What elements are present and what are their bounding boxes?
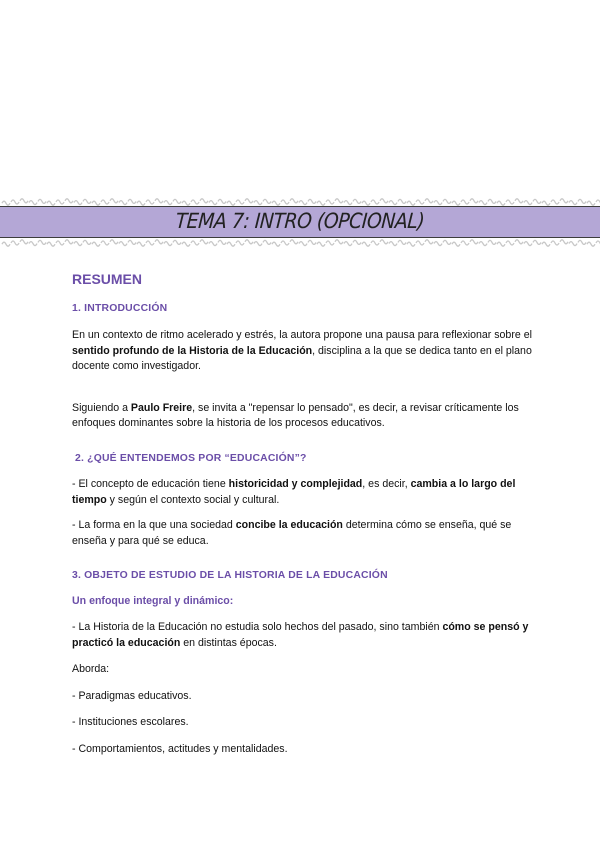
education-bullet-2 (72, 518, 532, 549)
text-run: , es decir, (362, 478, 411, 490)
list-item: - Comportamientos, actitudes y mentalidades. (72, 742, 288, 755)
scribble-mark (137, 201, 145, 205)
scribble-mark (74, 242, 82, 246)
scribble-mark (173, 240, 181, 244)
scribble-mark (272, 242, 280, 246)
text-run: en distintas épocas. (180, 636, 277, 649)
scribble-mark (326, 200, 334, 204)
scribble-mark (362, 242, 370, 246)
scribble-mark (497, 242, 505, 246)
intro-paragraph-1 (72, 328, 532, 375)
scribble-mark (227, 242, 235, 246)
scribble-mark (92, 201, 100, 205)
scribble-mark (137, 242, 145, 246)
scribble-mark (200, 240, 208, 244)
scribble-mark (335, 199, 343, 203)
scribble-mark (335, 240, 343, 244)
scribble-mark (254, 201, 262, 205)
scribble-mark (173, 199, 181, 203)
scribble-mark (191, 200, 199, 204)
scribble-mark (92, 242, 100, 246)
scribble-mark (398, 240, 406, 244)
scribble-mark (47, 242, 55, 246)
bold-text-run: concibe la educación (235, 519, 343, 531)
scribble-mark (587, 242, 595, 246)
list-item: - Paradigmas educativos. (72, 689, 192, 702)
scribble-mark (200, 199, 208, 203)
scribble-mark (425, 240, 433, 244)
scribble-mark (326, 241, 334, 245)
scribble-mark (83, 199, 91, 203)
scribble-mark (272, 201, 280, 205)
scribble-mark (308, 199, 316, 203)
scribble-mark (290, 240, 298, 244)
scribble-mark (461, 241, 469, 245)
scribble-mark (128, 240, 136, 244)
scribble-mark (434, 242, 442, 246)
scribble-mark (65, 199, 73, 203)
scribble-mark (308, 240, 316, 244)
scribble-mark (20, 199, 28, 203)
scribble-mark (101, 200, 109, 204)
scribble-mark (146, 241, 154, 245)
section-heading-intro: 1. INTRODUCCIÓN (72, 302, 168, 314)
object-paragraph (72, 620, 532, 651)
scribble-mark (596, 200, 600, 204)
text-run: - La forma en la que una sociedad (72, 519, 236, 531)
scribble-mark (533, 199, 541, 203)
scribble-mark (470, 240, 478, 244)
scribble-mark (524, 201, 532, 205)
scribble-mark (416, 241, 424, 245)
scribble-mark (65, 240, 73, 244)
text-run: En un contexto de ritmo acelerado y estrés, la autora propone una pausa para reflexionar sobre el (72, 329, 532, 341)
scribble-mark (299, 201, 307, 205)
scribble-mark (245, 199, 253, 203)
scribble-mark (506, 200, 514, 204)
scribble-mark (299, 242, 307, 246)
scribble-mark (353, 240, 361, 244)
scribble-mark (236, 200, 244, 204)
text-run: Siguiendo a (72, 401, 131, 414)
scribble-mark (119, 242, 127, 246)
text-run: - La Historia de la Educación no estudia solo hechos del pasado, sino también (72, 621, 443, 633)
scribble-mark (515, 240, 523, 244)
scribble-mark (353, 199, 361, 203)
scribble-mark (182, 201, 190, 205)
scribble-mark (227, 201, 235, 205)
scribble-mark (515, 199, 523, 203)
scribble-mark (11, 241, 19, 245)
scribble-mark (569, 242, 577, 246)
scribble-mark (452, 201, 460, 205)
aborda-label: Aborda: (72, 663, 110, 675)
scribble-mark (479, 242, 487, 246)
scribble-mark (434, 201, 442, 205)
bold-text-run: historicidad y complejidad (228, 478, 363, 490)
scribble-mark (560, 240, 568, 244)
bold-text-run: cómo se pensó y practicó la educación (72, 621, 529, 649)
page-title: TEMA 7: INTRO (OPCIONAL) (174, 209, 426, 233)
scribble-mark (488, 240, 496, 244)
scribble-mark (209, 242, 217, 246)
scribble-mark (74, 201, 82, 205)
text-run: , disciplina a la que se dedica tanto en el plano docente como investigador. (72, 344, 532, 372)
scribble-mark (56, 241, 64, 245)
scribble-mark (533, 240, 541, 244)
scribble-mark (578, 240, 586, 244)
scribble-mark (344, 201, 352, 205)
scribble-mark (83, 240, 91, 244)
scribble-mark (182, 242, 190, 246)
scribble-mark (542, 242, 550, 246)
scribble-mark (506, 241, 514, 245)
scribble-mark (371, 200, 379, 204)
scribble-mark (281, 200, 289, 204)
scribble-mark (119, 201, 127, 205)
list-item: - Instituciones escolares. (72, 716, 189, 728)
scribble-mark (380, 199, 388, 203)
bold-text-run: cambia a lo largo del tiempo (72, 478, 516, 506)
scribble-mark (38, 240, 46, 244)
scribble-mark (29, 201, 37, 205)
scribble-mark (560, 199, 568, 203)
scribble-mark (407, 201, 415, 205)
education-bullet-1 (72, 477, 532, 508)
scribble-mark (281, 241, 289, 245)
scribble-mark (191, 241, 199, 245)
scribble-mark (155, 199, 163, 203)
scribble-mark (218, 240, 226, 244)
scribble-mark (245, 240, 253, 244)
intro-paragraph-2 (72, 401, 532, 432)
title-banner (0, 196, 600, 248)
scribble-mark (164, 201, 172, 205)
scribble-mark (317, 201, 325, 205)
scribble-mark (551, 241, 559, 245)
scribble-mark (110, 199, 118, 203)
scribble-mark (29, 242, 37, 246)
scribble-mark (263, 199, 271, 203)
text-run: , se invita a "repensar lo pensado", es decir, a revisar críticamente los enfoques dominantes sobre la historia de los procesos educativos. (72, 401, 519, 429)
scribble-mark (344, 242, 352, 246)
scribble-mark (290, 199, 298, 203)
scribble-mark (578, 199, 586, 203)
scribble-mark (128, 199, 136, 203)
scribble-mark (596, 241, 600, 245)
scribble-mark (101, 241, 109, 245)
scribble-mark (542, 201, 550, 205)
scribble-mark (146, 200, 154, 204)
scribble-mark (218, 199, 226, 203)
scribble-mark (20, 240, 28, 244)
scribble-mark (236, 241, 244, 245)
scribble-mark (164, 242, 172, 246)
scribble-mark (209, 201, 217, 205)
summary-heading: RESUMEN (72, 271, 143, 287)
scribble-mark (263, 240, 271, 244)
text-run: y según el contexto social y cultural. (106, 493, 280, 506)
scribble-mark (425, 199, 433, 203)
scribble-mark (380, 240, 388, 244)
scribble-mark (470, 199, 478, 203)
scribble-mark (497, 201, 505, 205)
scribble-mark (407, 242, 415, 246)
scribble-mark (2, 201, 10, 205)
scribble-mark (38, 199, 46, 203)
scribble-mark (362, 201, 370, 205)
text-run: - El concepto de educación tiene (72, 478, 229, 490)
scribble-mark (371, 241, 379, 245)
scribble-mark (551, 200, 559, 204)
scribble-mark (443, 240, 451, 244)
scribble-mark (155, 240, 163, 244)
scribble-mark (47, 201, 55, 205)
scribble-mark (524, 242, 532, 246)
scribble-mark (56, 200, 64, 204)
object-subheading: Un enfoque integral y dinámico: (72, 594, 234, 607)
section-heading-object: 3. OBJETO DE ESTUDIO DE LA HISTORIA DE LA EDUCACIÓN (72, 570, 388, 581)
scribble-mark (389, 201, 397, 205)
bold-text-run: Paulo Freire (130, 401, 193, 414)
scribble-mark (443, 199, 451, 203)
section-heading-education: 2. ¿QUÉ ENTENDEMOS POR “EDUCACIÓN”? (75, 452, 307, 464)
document-body (72, 270, 532, 757)
scribble-mark (2, 242, 10, 246)
text-run: determina cómo se enseña, qué se enseña y para qué se educa. (72, 519, 512, 547)
scribble-mark (389, 242, 397, 246)
scribble-mark (488, 199, 496, 203)
scribble-mark (254, 242, 262, 246)
scribble-mark (317, 242, 325, 246)
scribble-mark (398, 199, 406, 203)
scribble-mark (11, 200, 19, 204)
scribble-mark (461, 200, 469, 204)
bold-text-run: sentido profundo de la Historia de la Educación (72, 344, 313, 357)
scribble-mark (452, 242, 460, 246)
scribble-mark (479, 201, 487, 205)
scribble-mark (110, 240, 118, 244)
scribble-mark (569, 201, 577, 205)
scribble-mark (587, 201, 595, 205)
scribble-mark (416, 200, 424, 204)
